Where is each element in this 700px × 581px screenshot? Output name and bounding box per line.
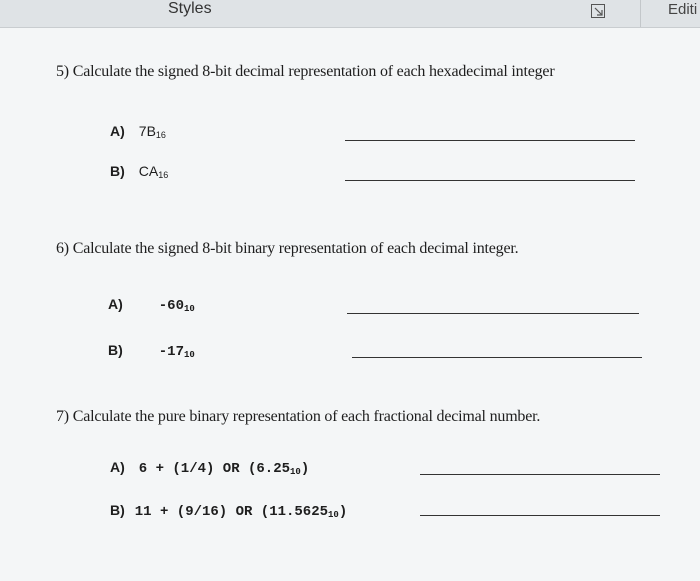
answer-line-6a[interactable] (347, 313, 639, 314)
fraction-expression: 6 + (1/4) OR $(6.25_{10})$ (138, 461, 310, 477)
hex-value: $CA_{16}$ (138, 163, 169, 180)
answer-line-7b[interactable] (420, 515, 660, 516)
ribbon-bar (0, 0, 700, 28)
answer-line-5b[interactable] (345, 180, 635, 181)
document-page (0, 28, 700, 581)
dialog-launcher-icon[interactable] (590, 3, 606, 19)
ribbon-separator (640, 0, 641, 27)
question-5-item-a (110, 123, 166, 139)
question-7-item-b (110, 502, 347, 520)
item-label: A) (110, 123, 125, 139)
item-label: B) (110, 502, 125, 518)
question-6-item-b (108, 342, 195, 360)
question-7-title: 7) Calculate the pure binary representation of each fractional decimal number. (56, 408, 541, 425)
question-6-title: 6) Calculate the signed 8-bit binary representation of each decimal integer. (56, 240, 519, 257)
answer-line-7a[interactable] (420, 474, 660, 475)
decimal-value: $-17_{10}$ (158, 344, 195, 360)
item-label: A) (110, 459, 125, 475)
styles-group-label: Styles (168, 0, 212, 17)
question-6-item-a (108, 296, 195, 314)
question-5-title: 5) Calculate the signed 8-bit decimal representation of each hexadecimal integer (56, 63, 555, 80)
question-7-item-a (110, 459, 309, 477)
question-5-item-b (110, 163, 168, 179)
decimal-value: $-60_{10}$ (158, 298, 195, 314)
item-label: B) (108, 342, 123, 358)
answer-line-6b[interactable] (352, 357, 642, 358)
hex-value: $7B_{16}$ (138, 123, 166, 140)
editing-group-label[interactable]: Editi (668, 1, 698, 18)
item-label: B) (110, 163, 125, 179)
answer-line-5a[interactable] (345, 140, 635, 141)
fraction-expression: 11 + (9/16) OR $(11.5625_{10})$ (134, 504, 348, 520)
item-label: A) (108, 296, 123, 312)
